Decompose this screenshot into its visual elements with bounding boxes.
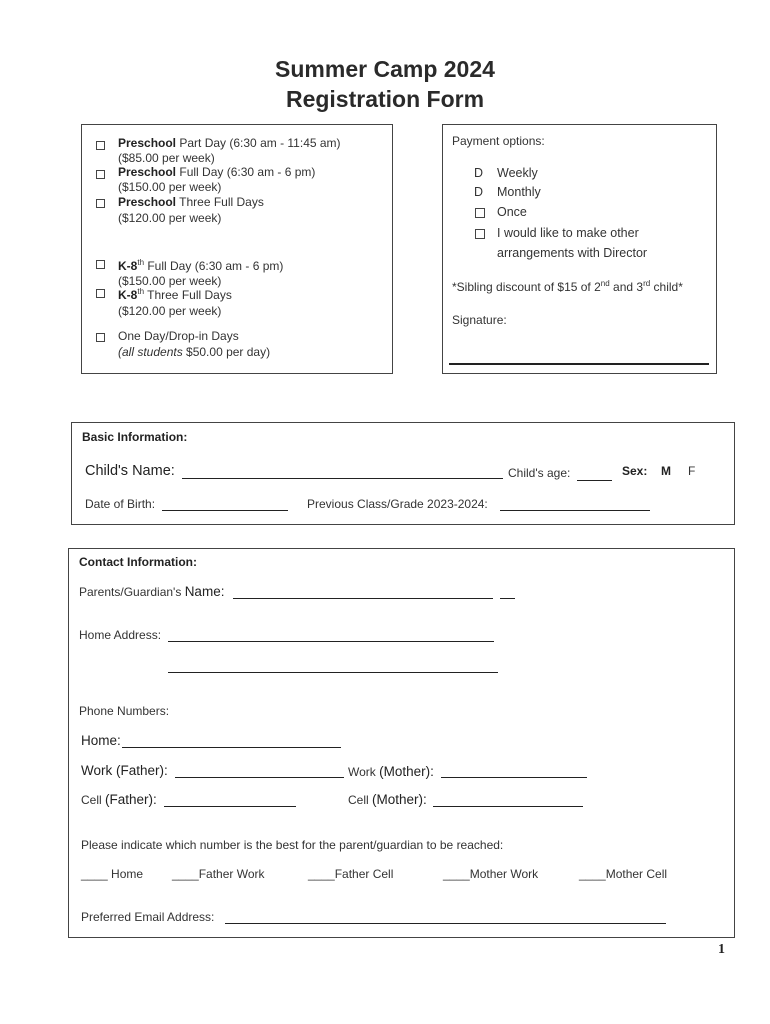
form-title-line-2: Registration Form	[285, 86, 485, 112]
sex-option-m[interactable]: M	[661, 464, 671, 478]
best-number-instruction: Please indicate which number is the best for the parent/guardian to be reached:	[81, 838, 504, 852]
basic-info-heading: Basic Information:	[82, 430, 188, 444]
home-address-label: Home Address:	[79, 628, 162, 642]
email-label: Preferred Email Address:	[81, 910, 215, 924]
childs-age-field[interactable]	[577, 480, 612, 481]
option-preschool-part-day: Preschool Part Day (6:30 am - 11:45 am) ($85.00 per week)	[118, 136, 341, 165]
payment-once-label: Once	[497, 205, 527, 219]
option-k8-full-day: K-8th Full Day (6:30 am - 6 pm) ($150.00 per week)	[118, 258, 284, 288]
guardian-name-field-extra[interactable]	[500, 598, 515, 599]
guardian-name-field[interactable]	[233, 598, 493, 599]
home-phone-label: Home:	[81, 733, 121, 748]
option-preschool-three-days: Preschool Three Full Days ($120.00 per week)	[118, 195, 264, 225]
option-k8-three-days: K-8th Three Full Days ($120.00 per week)	[118, 287, 232, 318]
option-father-work[interactable]: ____Father Work	[172, 867, 265, 881]
contact-info-heading: Contact Information:	[79, 555, 197, 569]
work-father-label: Work (Father):	[81, 763, 168, 778]
option-mother-work[interactable]: ____Mother Work	[443, 867, 539, 881]
payment-monthly-label: Monthly	[497, 185, 541, 199]
cell-father-label: Cell (Father):	[81, 792, 157, 807]
option-home[interactable]: ____ Home	[81, 867, 144, 881]
payment-other-label-1: I would like to make other	[497, 226, 639, 240]
date-of-birth-label: Date of Birth:	[85, 497, 156, 511]
option-drop-in: One Day/Drop-in Days (all students $50.00 per day)	[118, 329, 271, 359]
childs-age-label: Child's age:	[508, 466, 571, 480]
payment-heading: Payment options:	[452, 134, 545, 148]
date-of-birth-field[interactable]	[162, 510, 288, 511]
phone-numbers-label: Phone Numbers:	[79, 704, 170, 718]
previous-class-field[interactable]	[500, 510, 650, 511]
monthly-mark[interactable]: D	[474, 185, 484, 199]
option-mother-cell[interactable]: ____Mother Cell	[579, 867, 668, 881]
option-preschool-full-day: Preschool Full Day (6:30 am - 6 pm) ($150.00 per week)	[118, 165, 316, 194]
payment-weekly-label: Weekly	[497, 166, 538, 180]
checkbox-preschool-part-day[interactable]	[96, 141, 105, 150]
guardian-name-label: Parents/Guardian's Name:	[79, 584, 225, 599]
cell-father-field[interactable]	[164, 806, 296, 807]
home-phone-field[interactable]	[122, 747, 341, 748]
form-title-line-1: Summer Camp 2024	[275, 56, 495, 82]
work-mother-label: Work (Mother):	[348, 764, 434, 779]
weekly-mark[interactable]: D	[474, 166, 484, 180]
checkbox-k8-three-days[interactable]	[96, 289, 105, 298]
option-father-cell[interactable]: ____Father Cell	[308, 867, 394, 881]
contact-information-box	[68, 548, 735, 938]
work-mother-field[interactable]	[441, 777, 587, 778]
previous-class-label: Previous Class/Grade 2023-2024:	[307, 497, 488, 511]
childs-name-field[interactable]	[182, 478, 503, 479]
cell-mother-field[interactable]	[433, 806, 583, 807]
email-field[interactable]	[225, 923, 666, 924]
checkbox-drop-in[interactable]	[96, 333, 105, 342]
signature-label: Signature:	[452, 313, 507, 327]
checkbox-k8-full-day[interactable]	[96, 260, 105, 269]
checkbox-preschool-full-day[interactable]	[96, 170, 105, 179]
sex-option-f[interactable]: F	[688, 464, 696, 478]
signature-line[interactable]	[449, 363, 709, 365]
payment-other-label-2: arrangements with Director	[497, 246, 648, 260]
page-number: 1	[718, 942, 725, 957]
sex-label: Sex:	[622, 464, 648, 478]
home-address-field-2[interactable]	[168, 672, 498, 673]
checkbox-once[interactable]	[475, 208, 485, 218]
childs-name-label: Child's Name:	[85, 463, 175, 479]
work-father-field[interactable]	[175, 777, 344, 778]
program-options-box	[81, 124, 393, 374]
checkbox-preschool-three-days[interactable]	[96, 199, 105, 208]
sibling-discount-note: *Sibling discount of $15 of 2nd and 3rd child*	[452, 279, 683, 294]
payment-options-box	[442, 124, 717, 374]
cell-mother-label: Cell (Mother):	[348, 792, 427, 807]
checkbox-other-arrangements[interactable]	[475, 229, 485, 239]
home-address-field-1[interactable]	[168, 641, 494, 642]
basic-information-box	[71, 422, 735, 525]
